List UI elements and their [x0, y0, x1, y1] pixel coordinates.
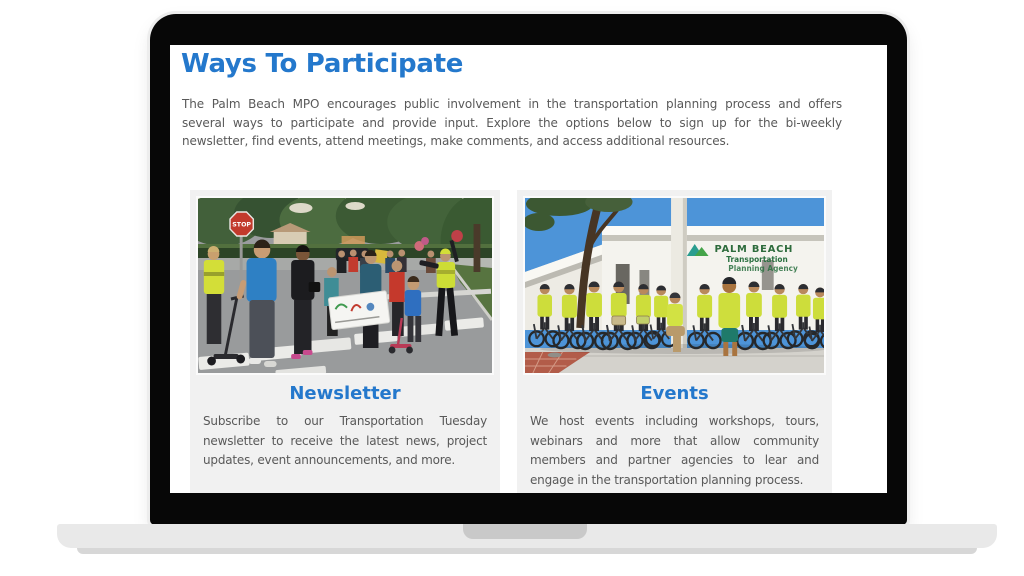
events-text-line-3: members and partner agencies to lear and [530, 453, 819, 467]
intro-line-1: The Palm Beach MPO encourages public involvement in the transportation planning process and offers [182, 97, 842, 111]
newsletter-text-line-3: updates, event announcements, and more. [203, 453, 456, 467]
intro-line-3: newsletter, find events, attend meetings, make comments, and access additional resources. [182, 134, 730, 148]
events-photo[interactable] [523, 196, 826, 375]
laptop-base-notch [463, 524, 587, 539]
intro-paragraph [182, 95, 842, 151]
newsletter-card[interactable] [190, 190, 500, 493]
events-text-line-1: We host events including workshops, tours, [530, 414, 819, 428]
building-sign-line-2: Transportation [726, 254, 788, 265]
newsletter-photo[interactable] [196, 196, 494, 375]
tree-trunk [474, 224, 481, 272]
events-text-line-4: engage in the transportation planning process. [530, 472, 804, 487]
event-banner [328, 291, 390, 330]
newsletter-text-line-2: newsletter to receive the latest news, project [203, 433, 487, 448]
building-sign-line-1: PALM BEACH [714, 243, 794, 256]
newsletter-card-title[interactable]: Newsletter [289, 383, 401, 404]
laptop-base-shadow [77, 548, 977, 554]
crosswalk-walk-event-illustration [198, 198, 492, 373]
newsletter-text-line-1: Subscribe to our Transportation Tuesday [203, 414, 487, 428]
building-sign-line-3: Planning Agency [728, 263, 798, 274]
events-text-line-2: webinars and more that allow community [530, 433, 819, 448]
group-bike-ride-illustration [525, 198, 824, 373]
webpage-screen [170, 45, 887, 493]
stop-sign-label: STOP [232, 220, 252, 229]
newsletter-card-text [203, 412, 487, 471]
page-title: Ways To Participate [181, 49, 464, 79]
participation-cards [190, 190, 832, 493]
events-card-title[interactable]: Events [640, 383, 709, 404]
events-card-text [530, 412, 819, 490]
intro-line-2: several ways to participate and provide input. Explore the options below to sign up for the bi-weekly [182, 115, 842, 130]
building-main [602, 226, 824, 330]
events-card[interactable] [517, 190, 832, 493]
